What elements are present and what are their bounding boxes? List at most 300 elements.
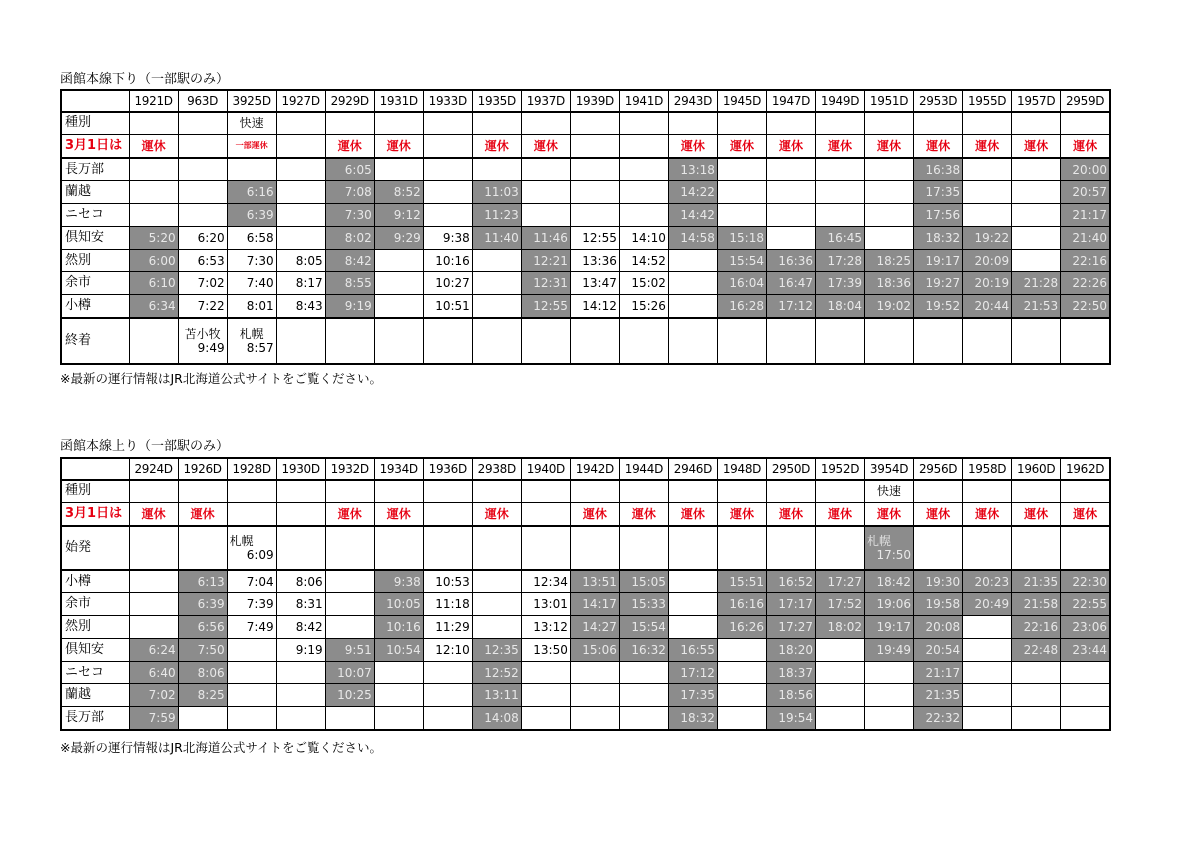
suspension-status: 運休: [865, 134, 914, 158]
departure-time: 14:52: [619, 249, 668, 272]
train-type: [914, 112, 963, 134]
origin-cell: [1061, 526, 1110, 570]
departure-time: 16:55: [668, 638, 717, 661]
train-number: 1936D: [423, 458, 472, 480]
train-type: [472, 112, 521, 134]
suspension-status: 運休: [374, 502, 423, 526]
origin-cell: [178, 526, 227, 570]
suspension-status: 運休: [717, 502, 766, 526]
departure-time: [1061, 707, 1110, 730]
departure-time: 16:52: [766, 570, 815, 593]
departure-time: 21:17: [1061, 204, 1110, 227]
departure-time: 19:06: [865, 593, 914, 616]
departure-time: 20:54: [914, 638, 963, 661]
origin-cell: [668, 526, 717, 570]
suspension-status: 運休: [668, 502, 717, 526]
departure-time: 14:22: [668, 181, 717, 204]
departure-time: [472, 249, 521, 272]
departure-time: 23:06: [1061, 616, 1110, 639]
origin-station: 札幌: [229, 534, 254, 548]
up-title: 函館本線上り（一部駅のみ）: [60, 439, 230, 454]
train-type: [276, 112, 325, 134]
terminal-time: 9:49: [197, 340, 225, 355]
departure-time: 19:52: [914, 295, 963, 318]
header-row: [61, 90, 1110, 112]
departure-time: [129, 181, 178, 204]
origin-cell: [521, 526, 570, 570]
departure-time: 19:27: [914, 272, 963, 295]
station-row: [61, 593, 1110, 616]
departure-time: 9:29: [374, 226, 423, 249]
up-timetable: [60, 457, 1111, 731]
departure-time: 7:22: [178, 295, 227, 318]
origin-cell: [914, 526, 963, 570]
departure-time: [717, 661, 766, 684]
departure-time: [472, 570, 521, 593]
departure-time: [717, 158, 766, 181]
departure-time: 19:58: [914, 593, 963, 616]
departure-time: 16:26: [717, 616, 766, 639]
departure-time: 17:27: [816, 570, 865, 593]
departure-time: [570, 661, 619, 684]
terminal-cell: [766, 318, 815, 364]
departure-time: [865, 181, 914, 204]
departure-time: [178, 204, 227, 227]
suspension-status: 運休: [963, 502, 1012, 526]
departure-time: [227, 707, 276, 730]
train-type: [570, 480, 619, 502]
departure-time: [963, 158, 1012, 181]
departure-time: [816, 181, 865, 204]
terminal-cell: [570, 318, 619, 364]
suspension-status: [423, 502, 472, 526]
departure-time: 21:40: [1061, 226, 1110, 249]
departure-time: [963, 638, 1012, 661]
departure-time: 10:05: [374, 593, 423, 616]
station-name: 長万部: [61, 707, 129, 730]
departure-time: [963, 616, 1012, 639]
departure-time: 6:16: [227, 181, 276, 204]
departure-time: [717, 638, 766, 661]
train-type: [816, 112, 865, 134]
origin-cell: [276, 526, 325, 570]
train-type: 快速: [865, 480, 914, 502]
departure-time: [963, 707, 1012, 730]
departure-time: 14:17: [570, 593, 619, 616]
departure-time: 22:26: [1061, 272, 1110, 295]
suspension-status: 運休: [521, 134, 570, 158]
departure-time: [423, 707, 472, 730]
departure-time: 15:33: [619, 593, 668, 616]
departure-time: 18:32: [914, 226, 963, 249]
train-number: 2929D: [325, 90, 374, 112]
terminal-row: [61, 318, 1110, 364]
suspension-status: 運休: [914, 502, 963, 526]
departure-time: 14:27: [570, 616, 619, 639]
departure-time: [1012, 204, 1061, 227]
departure-time: [766, 204, 815, 227]
departure-time: 12:31: [521, 272, 570, 295]
departure-time: [963, 204, 1012, 227]
train-number: 3925D: [227, 90, 276, 112]
departure-time: 7:59: [129, 707, 178, 730]
train-number: 1952D: [816, 458, 865, 480]
departure-time: [423, 684, 472, 707]
departure-time: [816, 158, 865, 181]
departure-time: 6:13: [178, 570, 227, 593]
train-number: 2938D: [472, 458, 521, 480]
departure-time: [325, 593, 374, 616]
suspension-status: 運休: [816, 502, 865, 526]
suspension-status: 運休: [374, 134, 423, 158]
departure-time: 17:12: [766, 295, 815, 318]
departure-time: 22:32: [914, 707, 963, 730]
departure-time: 10:07: [325, 661, 374, 684]
departure-time: 10:54: [374, 638, 423, 661]
suspension-status: [276, 502, 325, 526]
train-type: [472, 480, 521, 502]
departure-time: 12:35: [472, 638, 521, 661]
departure-time: 21:35: [914, 684, 963, 707]
train-number: 1930D: [276, 458, 325, 480]
departure-time: [129, 593, 178, 616]
departure-time: [865, 707, 914, 730]
departure-time: 15:02: [619, 272, 668, 295]
departure-time: 8:42: [325, 249, 374, 272]
departure-time: 11:18: [423, 593, 472, 616]
train-number: 1957D: [1012, 90, 1061, 112]
departure-time: 6:39: [178, 593, 227, 616]
station-row: [61, 249, 1110, 272]
suspension-status: 運休: [129, 134, 178, 158]
suspension-status: 運休: [717, 134, 766, 158]
terminal-cell: [1012, 318, 1061, 364]
departure-time: [129, 570, 178, 593]
type-label: 種別: [61, 112, 129, 134]
train-type: [717, 480, 766, 502]
departure-time: 6:34: [129, 295, 178, 318]
departure-time: 19:02: [865, 295, 914, 318]
train-type: [129, 480, 178, 502]
suspension-status: 運休: [1061, 134, 1110, 158]
departure-time: 17:12: [668, 661, 717, 684]
departure-time: [276, 181, 325, 204]
departure-time: [472, 593, 521, 616]
origin-cell: [374, 526, 423, 570]
departure-time: [816, 204, 865, 227]
departure-time: 12:34: [521, 570, 570, 593]
departure-time: 6:56: [178, 616, 227, 639]
departure-time: 14:08: [472, 707, 521, 730]
departure-time: 19:49: [865, 638, 914, 661]
up-note: ※最新の運行情報はJR北海道公式サイトをご覧ください。: [60, 740, 382, 755]
terminal-cell: [227, 318, 276, 364]
departure-time: [816, 684, 865, 707]
station-row: [61, 684, 1110, 707]
train-type: [227, 480, 276, 502]
departure-time: 20:19: [963, 272, 1012, 295]
departure-time: [374, 295, 423, 318]
down-title: 函館本線下り（一部駅のみ）: [60, 72, 230, 87]
departure-time: 17:17: [766, 593, 815, 616]
departure-time: [423, 204, 472, 227]
departure-time: [668, 570, 717, 593]
departure-time: [227, 638, 276, 661]
departure-time: [668, 249, 717, 272]
train-number: 2956D: [914, 458, 963, 480]
departure-time: 22:16: [1061, 249, 1110, 272]
departure-time: [276, 707, 325, 730]
station-row: [61, 661, 1110, 684]
train-type: [521, 112, 570, 134]
type-row: [61, 112, 1110, 134]
train-type: [374, 112, 423, 134]
suspension-status: 一部運休: [227, 134, 276, 158]
departure-time: [816, 661, 865, 684]
departure-time: [717, 707, 766, 730]
departure-time: [963, 181, 1012, 204]
suspension-status: 運休: [325, 502, 374, 526]
departure-time: 11:46: [521, 226, 570, 249]
departure-time: [1012, 707, 1061, 730]
departure-time: [374, 158, 423, 181]
suspension-status: 運休: [1061, 502, 1110, 526]
departure-time: [276, 158, 325, 181]
departure-time: 21:35: [1012, 570, 1061, 593]
station-name: 小樽: [61, 570, 129, 593]
departure-time: [423, 661, 472, 684]
train-type: [816, 480, 865, 502]
departure-time: [472, 158, 521, 181]
departure-time: 21:58: [1012, 593, 1061, 616]
train-number: 1933D: [423, 90, 472, 112]
departure-time: [423, 181, 472, 204]
departure-time: 6:24: [129, 638, 178, 661]
down-timetable: [60, 89, 1111, 365]
train-type: [963, 480, 1012, 502]
departure-time: [374, 707, 423, 730]
departure-time: [619, 707, 668, 730]
down-note: ※最新の運行情報はJR北海道公式サイトをご覧ください。: [60, 371, 382, 386]
train-number: 1962D: [1061, 458, 1110, 480]
terminal-cell: [717, 318, 766, 364]
terminal-cell: [276, 318, 325, 364]
station-name: 倶知安: [61, 638, 129, 661]
departure-time: 16:45: [816, 226, 865, 249]
departure-time: [816, 707, 865, 730]
departure-time: 14:42: [668, 204, 717, 227]
departure-time: 9:38: [423, 226, 472, 249]
terminal-cell: [325, 318, 374, 364]
train-type: [325, 480, 374, 502]
departure-time: [276, 226, 325, 249]
departure-time: [570, 181, 619, 204]
station-row: [61, 204, 1110, 227]
departure-time: 11:23: [472, 204, 521, 227]
departure-time: 19:17: [914, 249, 963, 272]
departure-time: [129, 616, 178, 639]
departure-time: [717, 181, 766, 204]
departure-time: 13:36: [570, 249, 619, 272]
suspension-status: 運休: [472, 502, 521, 526]
departure-time: [325, 616, 374, 639]
train-type: [276, 480, 325, 502]
suspension-status: 運休: [766, 502, 815, 526]
origin-cell: [227, 526, 276, 570]
departure-time: 13:01: [521, 593, 570, 616]
type-row: [61, 480, 1110, 502]
train-type: [717, 112, 766, 134]
departure-time: 7:30: [325, 204, 374, 227]
departure-time: [668, 593, 717, 616]
departure-time: 10:27: [423, 272, 472, 295]
departure-time: 18:56: [766, 684, 815, 707]
departure-time: [816, 638, 865, 661]
suspension-status: 運休: [1012, 134, 1061, 158]
departure-time: 13:50: [521, 638, 570, 661]
departure-time: 15:05: [619, 570, 668, 593]
departure-time: 6:00: [129, 249, 178, 272]
origin-cell: [325, 526, 374, 570]
departure-time: 12:55: [570, 226, 619, 249]
train-number: 1944D: [619, 458, 668, 480]
departure-time: [276, 204, 325, 227]
origin-label: 始発: [61, 526, 129, 570]
departure-time: 8:31: [276, 593, 325, 616]
station-name: 小樽: [61, 295, 129, 318]
station-row: [61, 616, 1110, 639]
departure-time: [178, 181, 227, 204]
suspension-status: 運休: [865, 502, 914, 526]
suspension-status: 運休: [178, 502, 227, 526]
departure-time: 7:08: [325, 181, 374, 204]
train-type: [668, 112, 717, 134]
station-row: [61, 272, 1110, 295]
departure-time: [325, 570, 374, 593]
terminal-cell: [914, 318, 963, 364]
departure-time: [1061, 684, 1110, 707]
departure-time: 7:04: [227, 570, 276, 593]
origin-cell: [816, 526, 865, 570]
departure-time: [276, 661, 325, 684]
departure-time: 15:06: [570, 638, 619, 661]
departure-time: [472, 272, 521, 295]
train-number: 963D: [178, 90, 227, 112]
departure-time: 8:52: [374, 181, 423, 204]
departure-time: 6:20: [178, 226, 227, 249]
train-type: [521, 480, 570, 502]
train-number: 1958D: [963, 458, 1012, 480]
departure-time: 17:39: [816, 272, 865, 295]
departure-time: [619, 158, 668, 181]
departure-time: [521, 181, 570, 204]
train-number: 1940D: [521, 458, 570, 480]
terminal-cell: [865, 318, 914, 364]
train-number: 2953D: [914, 90, 963, 112]
terminal-cell: [374, 318, 423, 364]
suspension-status: 運休: [129, 502, 178, 526]
departure-time: 8:02: [325, 226, 374, 249]
departure-time: [472, 616, 521, 639]
departure-time: 13:11: [472, 684, 521, 707]
departure-time: 8:42: [276, 616, 325, 639]
departure-time: 7:39: [227, 593, 276, 616]
departure-time: 7:40: [227, 272, 276, 295]
corner-cell: [61, 90, 129, 112]
departure-time: [178, 707, 227, 730]
departure-time: 6:58: [227, 226, 276, 249]
departure-time: 22:48: [1012, 638, 1061, 661]
departure-time: [865, 204, 914, 227]
origin-cell: [570, 526, 619, 570]
train-number: 1927D: [276, 90, 325, 112]
status-row: [61, 502, 1110, 526]
departure-time: 20:09: [963, 249, 1012, 272]
departure-time: [129, 158, 178, 181]
terminal-cell: [1061, 318, 1110, 364]
departure-time: 9:12: [374, 204, 423, 227]
train-type: [325, 112, 374, 134]
suspension-status: 運休: [914, 134, 963, 158]
departure-time: 15:54: [619, 616, 668, 639]
departure-time: [1012, 249, 1061, 272]
departure-time: 16:36: [766, 249, 815, 272]
train-type: [963, 112, 1012, 134]
departure-time: 7:02: [178, 272, 227, 295]
departure-time: 12:52: [472, 661, 521, 684]
train-type: [423, 112, 472, 134]
departure-time: 6:39: [227, 204, 276, 227]
suspension-status: [570, 134, 619, 158]
departure-time: 6:53: [178, 249, 227, 272]
departure-time: 20:08: [914, 616, 963, 639]
origin-cell: [423, 526, 472, 570]
departure-time: [325, 707, 374, 730]
station-name: 然別: [61, 249, 129, 272]
train-number: 2924D: [129, 458, 178, 480]
train-number: 1934D: [374, 458, 423, 480]
terminal-station: 札幌: [239, 326, 264, 341]
departure-time: 15:54: [717, 249, 766, 272]
departure-time: 8:17: [276, 272, 325, 295]
departure-time: 11:03: [472, 181, 521, 204]
departure-time: 21:17: [914, 661, 963, 684]
departure-time: [129, 204, 178, 227]
departure-time: [570, 158, 619, 181]
suspension-status: 運休: [472, 134, 521, 158]
train-number: 1931D: [374, 90, 423, 112]
origin-row: [61, 526, 1110, 570]
suspension-status: 運休: [963, 134, 1012, 158]
origin-cell: [472, 526, 521, 570]
origin-cell: [865, 526, 914, 570]
departure-time: 19:22: [963, 226, 1012, 249]
departure-time: 12:21: [521, 249, 570, 272]
terminal-label: 終着: [61, 318, 129, 364]
departure-time: 11:40: [472, 226, 521, 249]
train-type: 快速: [227, 112, 276, 134]
origin-cell: [717, 526, 766, 570]
departure-time: 23:44: [1061, 638, 1110, 661]
departure-time: [472, 295, 521, 318]
departure-time: 22:55: [1061, 593, 1110, 616]
train-number: 1939D: [570, 90, 619, 112]
train-type: [129, 112, 178, 134]
departure-time: [668, 295, 717, 318]
departure-time: [521, 204, 570, 227]
train-number: 1941D: [619, 90, 668, 112]
train-number: 1951D: [865, 90, 914, 112]
